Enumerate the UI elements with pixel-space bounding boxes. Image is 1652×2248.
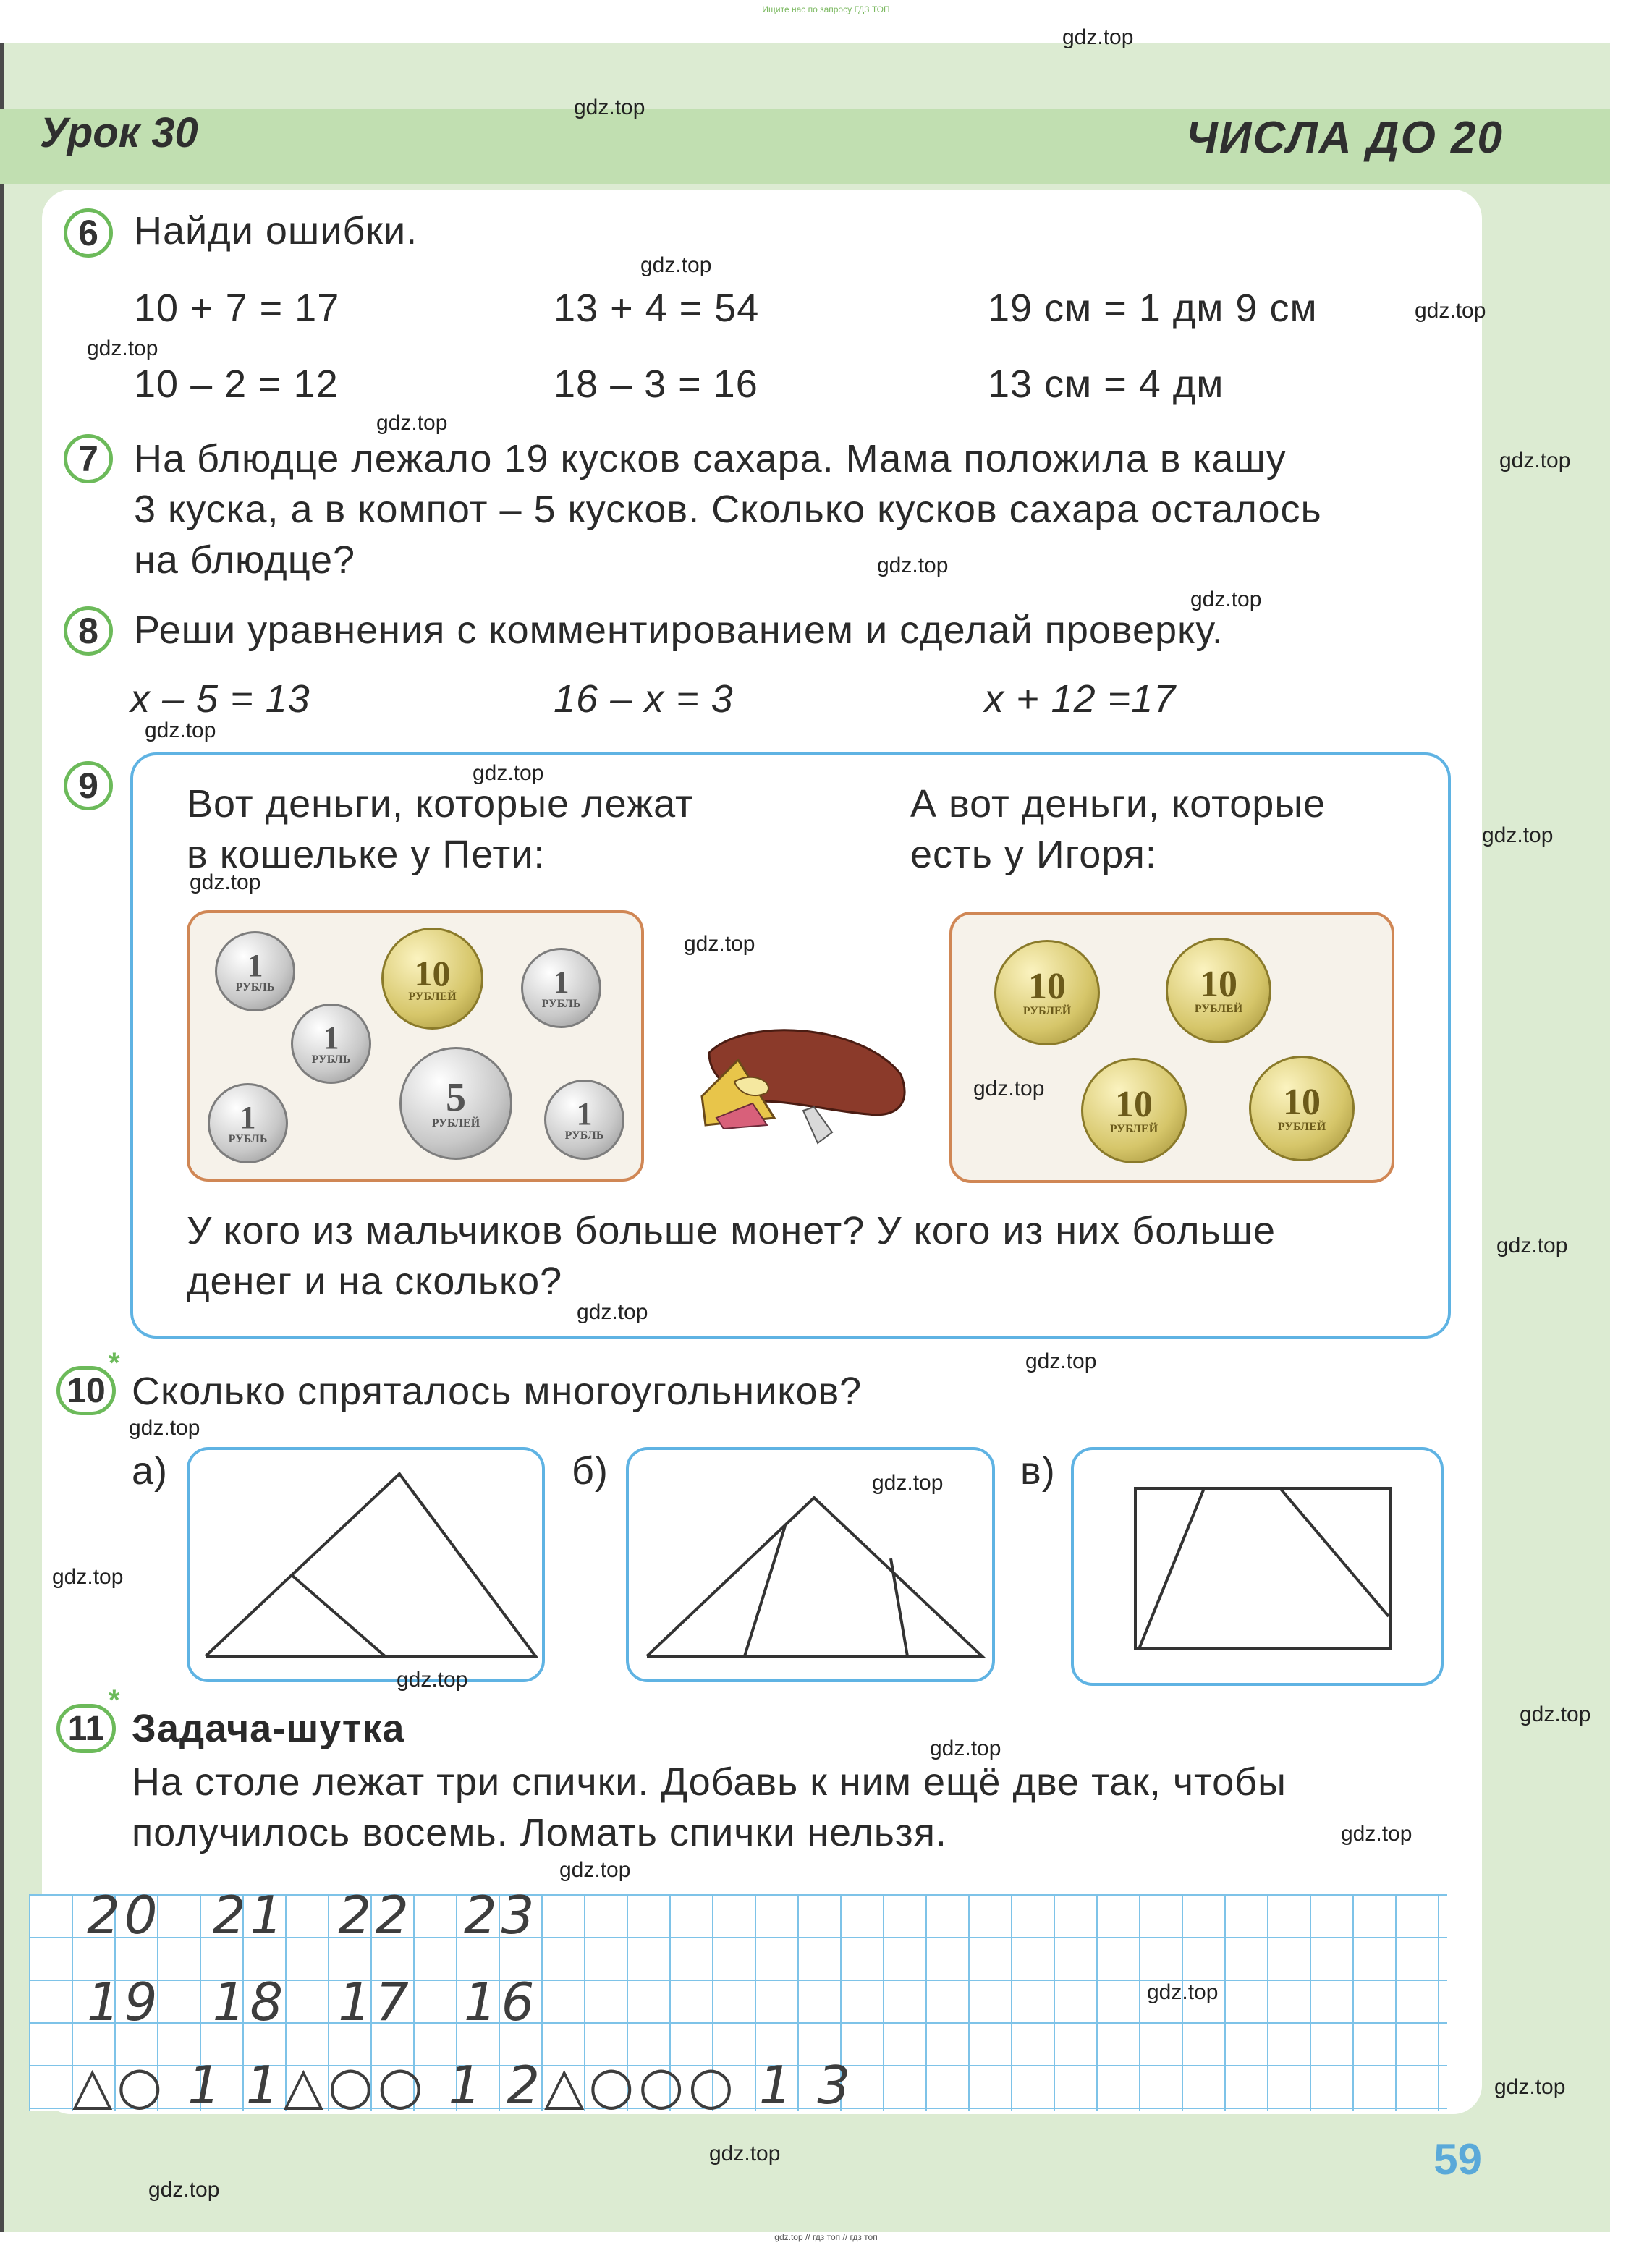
page-number: 59 [1433,2135,1482,2184]
watermark: gdz.top [1025,1349,1097,1373]
coin-10-rubles: 10 РУБЛЕЙ [1249,1056,1355,1161]
watermark: gdz.top [709,2142,781,2166]
equation: x + 12 =17 [984,677,1177,721]
petya-text-line: в кошельке у Пети: [187,833,546,876]
watermark: gdz.top [1415,299,1486,323]
watermark: gdz.top [577,1300,648,1324]
watermark: gdz.top [1190,588,1262,611]
watermark: gdz.top [148,2178,220,2202]
equation: 18 – 3 = 16 [554,362,758,406]
petya-text-line: Вот деньги, которые лежат [187,782,694,826]
task-11-line: получилось восемь. Ломать спички нельзя. [132,1811,947,1854]
figure-box-v [1071,1447,1444,1686]
coin-1-ruble: 1 РУБЛЬ [208,1083,288,1163]
equation: 10 – 2 = 12 [134,362,339,406]
handwriting-row: 19 18 17 16 [87,1972,539,2032]
watermark: gdz.top [930,1736,1001,1760]
watermark: gdz.top [973,1077,1045,1100]
watermark: gdz.top [52,1565,124,1589]
watermark: gdz.top [1341,1822,1412,1846]
watermark: gdz.top [559,1858,631,1882]
watermark: gdz.top [640,253,712,277]
top-note: Ищите нас по запросу ГДЗ ТОП [762,4,890,14]
figure-label-v: в) [1020,1449,1056,1493]
lesson-title: Урок 30 [40,109,198,156]
triangle-figure-a [190,1450,548,1685]
coin-10-rubles: 10 РУБЛЕЙ [1166,938,1271,1043]
watermark: gdz.top [129,1416,200,1440]
equation: 13 + 4 = 54 [554,287,760,330]
watermark: gdz.top [1482,823,1554,847]
star-icon: * [109,1347,120,1379]
coin-1-ruble: 1 РУБЛЬ [521,948,601,1028]
equation: 19 см = 1 дм 9 см [988,287,1318,330]
watermark: gdz.top [376,411,448,435]
watermark: gdz.top [473,761,544,785]
task-6-title: Найди ошибки. [134,209,418,253]
watermark: gdz.top [145,718,216,742]
watermark: gdz.top [1147,1980,1219,2004]
figure-label-b: б) [572,1449,609,1493]
topic-title: ЧИСЛА ДО 20 [1185,113,1504,163]
watermark: gdz.top [1496,1234,1568,1257]
purse-icon [695,1009,912,1154]
igor-text-line: А вот деньги, которые [910,782,1326,826]
watermark: gdz.top [1062,25,1134,49]
handwriting-row: △○ 1 1△○○ 1 2△○○○ 1 3 [72,2055,855,2116]
task-10-title: Сколько спряталось многоугольников? [132,1370,863,1413]
watermark: gdz.top [1520,1702,1591,1726]
watermark: gdz.top [1499,449,1571,472]
watermark: gdz.top [190,870,261,894]
task-7-line: на блюдце? [134,538,356,582]
watermark: gdz.top [1494,2075,1566,2099]
watermark: gdz.top [397,1668,468,1692]
star-icon: * [109,1684,120,1716]
watermark: gdz.top [574,96,645,119]
coin-10-rubles: 10 РУБЛЕЙ [994,940,1100,1045]
petya-coins-box [187,910,644,1182]
equation: 16 – x = 3 [554,677,734,721]
igor-text-line: есть у Игоря: [910,833,1157,876]
handwriting-row: 20 21 22 23 [87,1885,539,1946]
equation: 10 + 7 = 17 [134,287,340,330]
task-number-10: 10 [56,1366,116,1415]
coin-5-rubles: 5 РУБЛЕЙ [399,1047,512,1160]
task-9-question-line: денег и на сколько? [187,1260,563,1303]
watermark: gdz.top [872,1471,944,1495]
coin-1-ruble: 1 РУБЛЬ [291,1004,371,1084]
task-7-line: На блюдце лежало 19 кусков сахара. Мама положила в кашу [134,437,1287,480]
watermark: gdz.top [87,336,158,360]
task-9-question-line: У кого из мальчиков больше монет? У кого из них больше [187,1209,1276,1252]
coin-1-ruble: 1 РУБЛЬ [544,1080,624,1160]
equation: 13 см = 4 дм [988,362,1224,406]
task-number-9: 9 [64,761,113,810]
equation: x – 5 = 13 [130,677,310,721]
coin-10-rubles: 10 РУБЛЕЙ [1081,1058,1187,1163]
figure-box-a [187,1447,545,1682]
watermark: gdz.top [877,553,949,577]
coin-10-rubles: 10 РУБЛЕЙ [381,928,483,1030]
task-number-8: 8 [64,606,113,656]
figure-label-a: а) [132,1449,169,1493]
bottom-note: gdz.top // гдз топ // гдз топ [774,2232,878,2242]
task-11-line: На столе лежат три спички. Добавь к ним ещё две так, чтобы [132,1760,1287,1804]
task-number-11: 11 [56,1704,116,1753]
coin-1-ruble: 1 РУБЛЬ [215,931,295,1011]
task-number-7: 7 [64,434,113,483]
watermark: gdz.top [684,932,755,956]
igor-coins-box [949,912,1394,1183]
task-11-title: Задача-шутка [132,1707,405,1750]
rectangle-figure-v [1074,1450,1446,1689]
task-7-line: 3 куска, а в компот – 5 кусков. Сколько кусков сахара осталось [134,488,1322,531]
task-8-title: Реши уравнения с комментированием и сделай проверку. [134,608,1224,652]
task-number-6: 6 [64,208,113,258]
